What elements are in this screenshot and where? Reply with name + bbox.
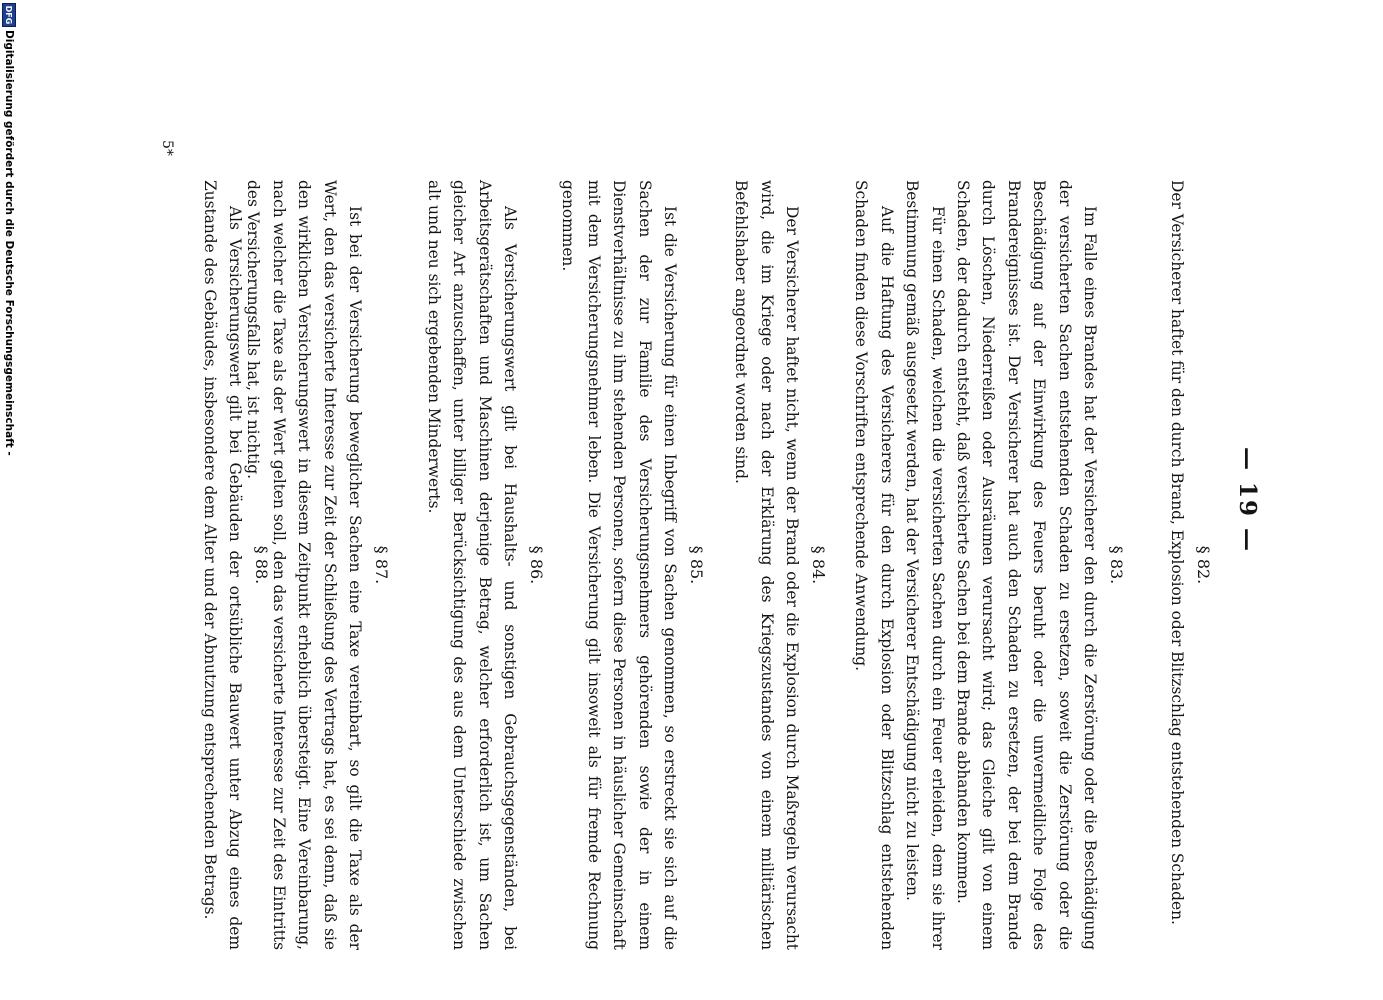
section-heading: § 85. bbox=[687, 545, 706, 585]
section-heading: § 88. bbox=[252, 545, 271, 585]
paragraph: Als Versicherungswert gilt bei Gebäuden der ortsübliche Bauwert unter Abzug eines dem Zustande des Gebäudes, insbesondere dem Alter und der Abnutzung entsprechenden Betrags. bbox=[200, 180, 244, 950]
section-88 bbox=[196, 180, 273, 950]
paragraph: Auf die Haftung des Versicherers für den durch Explosion oder Blitzschlag entstehenden Schaden finden diese Vorschriften entsprechende Anwendung. bbox=[852, 180, 896, 950]
section-82 bbox=[1164, 180, 1215, 950]
page-number-header: — 19 — bbox=[1234, 446, 1261, 554]
paragraph: Für einen Schaden, welchen die versicherten Sachen durch ein Feuer erleiden, dem sie ihrer Bestimmung gemäß ausgesetzt werden, hat der Versicherer Entschädigung nicht zu leisten. bbox=[903, 180, 947, 950]
paragraph: Als Versicherungswert gilt bei Haushalts- und sonstigen Gebrauchsgegenständen, bei Arbeitsgerätschaften und Maschinen derjenige Betrag, welcher erforderlich ist, um Sachen gleicher Art anzuschaffen, unter billiger Berücksichtigung des aus dem Unterschiede zwischen alt und neu sich ergebenden Minderwerts. bbox=[424, 180, 519, 950]
digitization-stamp bbox=[0, 0, 17, 1000]
signature-mark: 5* bbox=[159, 140, 175, 156]
section-83 bbox=[848, 180, 1128, 950]
dfg-logo-icon: DFG bbox=[2, 3, 16, 27]
section-heading: § 82. bbox=[1194, 545, 1213, 585]
section-86 bbox=[420, 180, 548, 950]
section-85 bbox=[555, 180, 708, 950]
paragraph: Der Versicherer haftet für den durch Brand, Explosion oder Blitzschlag entstehenden Schaden. bbox=[1168, 180, 1186, 925]
digitization-credit: Digitalisierung gefördert durch die Deutsche Forschungsgemeinschaft - bbox=[3, 30, 15, 456]
paragraph: Im Falle eines Brandes hat der Versicherer den durch die Zerstörung oder die Beschädigung der versicherten Sachen entstehenden Schaden zu ersetzen, soweit die Zerstörung oder die Beschädigung auf der Einwirkung des Feuers beruht oder die unvermeidliche Folge des Brandereignisses ist. Der Versicherer hat auch den Schaden zu ersetzen, der bei dem Brande durch Löschen, Niederreißen oder Ausräumen verursacht wird; das Gleiche gilt von einem Schaden, der dadurch entsteht, daß versicherte Sachen bei dem Brande abhanden kommen. bbox=[953, 180, 1099, 950]
section-heading: § 83. bbox=[1107, 545, 1126, 585]
section-heading: § 86. bbox=[527, 545, 546, 585]
paragraph: Ist bei der Versicherung beweglicher Sachen eine Taxe vereinbart, so gilt die Taxe als der Wert, den das versicherte Interesse zur Zeit der Schließung des Vertrags hat, es sei denn, daß sie den wirklichen Versicherungswert in diesem Zeitpunkt erheblich übersteigt. Eine Vereinbarung, nach welcher die Taxe als der Wert gelten soll, den das versicherte Interesse zur Zeit des Eintritts des Versicherungsfalls hat, ist nichtig. bbox=[244, 180, 364, 950]
section-heading: § 84. bbox=[809, 545, 828, 585]
paragraph: Ist die Versicherung für einen Inbegriff von Sachen genommen, so erstreckt sie sich auf die Sachen der zur Familie des Versicherungsnehmers gehörenden sowie der in einem Dienstverhältnisse zu ihm stehenden Personen, sofern diese Personen in häuslicher Gemeinschaft mit dem Versicherungsnehmer leben. Die Versicherung gilt insoweit als für fremde Rechnung genommen. bbox=[559, 180, 679, 950]
section-heading: § 87. bbox=[372, 545, 391, 585]
paragraph: Der Versicherer haftet nicht, wenn der Brand oder die Explosion durch Maßregeln verursacht wird, die im Kriege oder nach der Erklärung des Kriegszustandes von einem militärischen Befehlshaber angeordnet worden sind. bbox=[732, 180, 801, 950]
section-84 bbox=[728, 180, 830, 950]
